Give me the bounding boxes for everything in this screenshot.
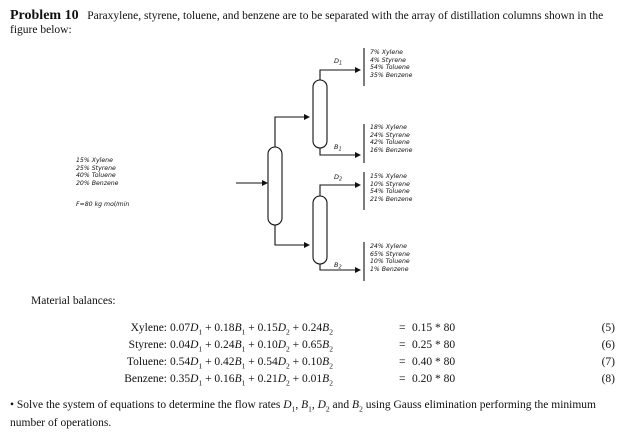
column-2 — [313, 80, 327, 148]
equation-number: (7) — [601, 356, 615, 368]
equation-number: (6) — [601, 339, 615, 351]
b2-composition — [370, 243, 410, 273]
stream-d1-line — [320, 70, 360, 80]
feed-composition — [76, 157, 118, 187]
column-3 — [313, 196, 327, 264]
equals-sign: = — [399, 339, 406, 351]
column-1-overhead — [275, 117, 309, 147]
equation-rhs: 0.15 * 80 — [412, 322, 456, 334]
d2-comp-toluene: 54% Toluene — [370, 188, 410, 196]
equation-component-name: Toluene: — [126, 356, 167, 368]
b1-comp-benzene: 16% Benzene — [370, 146, 413, 154]
stream-d2-line — [320, 185, 360, 196]
equals-sign: = — [399, 373, 406, 385]
b1-comp-xylene: 18% Xylene — [370, 124, 407, 131]
column-1-bottoms — [275, 225, 309, 245]
equation-row — [0, 322, 625, 338]
b1-composition — [370, 124, 412, 154]
stream-b2-label: $B_2$ — [334, 261, 342, 271]
equation-number: (5) — [601, 322, 615, 334]
d2-comp-xylene: 15% Xylene — [370, 173, 407, 180]
equation-component-name: Xylene: — [130, 322, 167, 334]
b2-comp-toluene: 10% Toluene — [370, 258, 410, 266]
stream-d1-label: $D_1$ — [334, 57, 343, 67]
equation-lhs: $0.35D_1 + 0.16B_1 + 0.21D_2 + 0.01B_2$ — [170, 373, 333, 388]
b2-comp-xylene: 24% Xylene — [370, 243, 407, 250]
problem-label: Problem 10 — [10, 8, 79, 23]
equals-sign: = — [399, 356, 406, 368]
b1-comp-styrene: 24% Styrene — [370, 131, 410, 139]
equation-row — [0, 356, 625, 372]
feed-rate: F=80 kg mol/min — [76, 201, 130, 208]
d2-comp-styrene: 10% Styrene — [370, 180, 410, 188]
equation-lhs: $0.04D_1 + 0.24B_1 + 0.10D_2 + 0.65B_2$ — [170, 339, 333, 354]
equation-row — [0, 339, 625, 355]
equals-sign: = — [399, 322, 406, 334]
material-balances-heading: Material balances: — [31, 295, 116, 307]
equation-lhs: $0.07D_1 + 0.18B_1 + 0.15D_2 + 0.24B_2$ — [170, 322, 333, 337]
column-1 — [268, 147, 282, 225]
equation-lhs: $0.54D_1 + 0.42B_1 + 0.54D_2 + 0.10B_2$ — [170, 356, 333, 371]
d1-comp-toluene: 54% Toluene — [370, 64, 410, 72]
stream-b1-label: $B_1$ — [334, 143, 342, 153]
b2-comp-styrene: 65% Styrene — [370, 250, 410, 258]
equation-rhs: 0.25 * 80 — [412, 339, 456, 351]
feed-comp-benzene: 20% Benzene — [76, 179, 119, 187]
equation-rhs: 0.40 * 80 — [412, 356, 456, 368]
stream-d2-label: $D_2$ — [334, 173, 343, 183]
feed-comp-toluene: 40% Toluene — [76, 172, 116, 180]
d2-comp-benzene: 21% Benzene — [370, 195, 413, 203]
equation-component-name: Benzene: — [124, 373, 167, 385]
d1-comp-styrene: 4% Styrene — [370, 56, 406, 64]
d2-composition — [370, 173, 412, 203]
b2-comp-benzene: 1% Benzene — [370, 265, 409, 273]
b1-comp-toluene: 42% Toluene — [370, 139, 410, 147]
d1-comp-benzene: 35% Benzene — [370, 71, 413, 79]
instruction-note: • Solve the system of equations to determine the flow rates $D_1$, $B_1$, $D_2$ and $B_2$ using Gauss elimination performing the minimum number of operations. — [10, 399, 596, 430]
equation-component-name: Styrene: — [128, 339, 167, 351]
d1-comp-xylene: 7% Xylene — [370, 49, 403, 56]
equation-row — [0, 373, 625, 389]
problem-text: Paraxylene, styrene, toluene, and benzene are to be separated with the array of distillation columns shown in the figure below: — [10, 10, 604, 36]
equation-number: (8) — [601, 373, 615, 385]
d1-composition — [370, 49, 412, 79]
feed-comp-styrene: 25% Styrene — [76, 164, 116, 172]
equation-rhs: 0.20 * 80 — [412, 373, 456, 385]
feed-comp-xylene: 15% Xylene — [76, 157, 113, 164]
